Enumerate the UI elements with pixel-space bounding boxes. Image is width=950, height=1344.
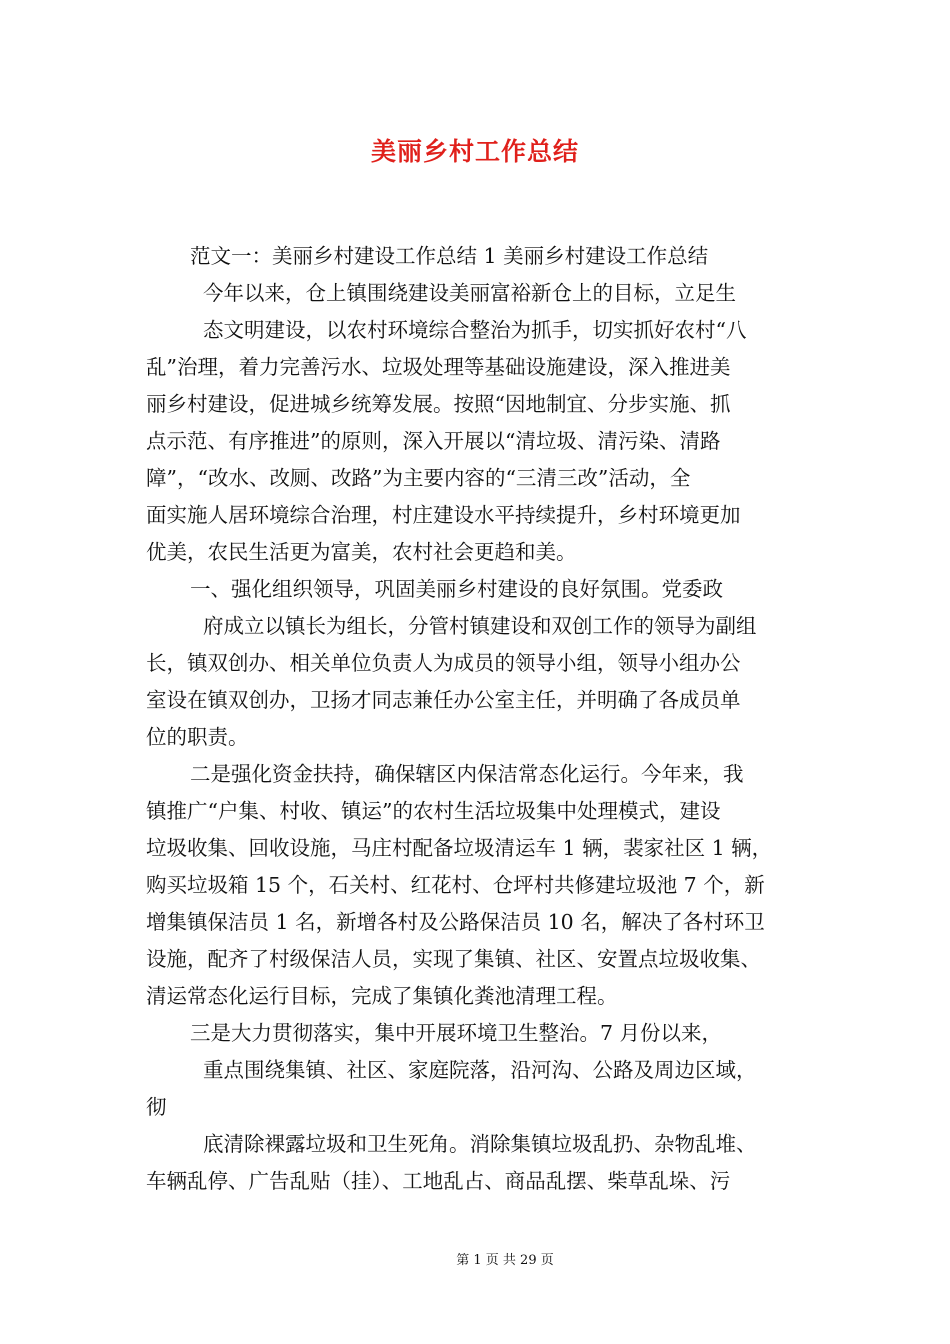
- text-line: 一、强化组织领导，巩固美丽乡村建设的良好氛围。党委政: [190, 577, 723, 601]
- text-line: 三是大力贯彻落实，集中开展环境卫生整治。7 月份以来，: [190, 1021, 723, 1045]
- text-line: 点示范、有序推进”的原则，深入开展以“清垃圾、清污染、清路: [146, 429, 721, 453]
- text-line: 态文明建设，以农村环境综合整治为抓手，切实抓好农村“八: [203, 318, 747, 342]
- text-line: 重点围绕集镇、社区、家庭院落，沿河沟、公路及周边区域，: [203, 1058, 757, 1082]
- text-line: 彻: [146, 1095, 167, 1119]
- text-line: 面实施人居环境综合治理，村庄建设水平持续提升，乡村环境更加: [146, 503, 741, 527]
- text-line: 设施，配齐了村级保洁人员，实现了集镇、社区、安置点垃圾收集、: [146, 947, 761, 971]
- text-line: 清运常态化运行目标，完成了集镇化粪池清理工程。: [146, 984, 618, 1008]
- text-line: 二是强化资金扶持，确保辖区内保洁常态化运行。今年来，我: [190, 762, 744, 786]
- text-line: 长，镇双创办、相关单位负责人为成员的领导小组，领导小组办公: [146, 651, 741, 675]
- text-line: 优美，农民生活更为富美，农村社会更趋和美。: [146, 540, 577, 564]
- text-line: 乱”治理，着力完善污水、垃圾处理等基础设施建设，深入推进美: [146, 355, 731, 379]
- text-line: 室设在镇双创办，卫扬才同志兼任办公室主任，并明确了各成员单: [146, 688, 741, 712]
- text-line: 增集镇保洁员 1 名，新增各村及公路保洁员 10 名，解决了各村环卫: [146, 910, 765, 934]
- text-line: 丽乡村建设，促进城乡统筹发展。按照“因地制宜、分步实施、抓: [146, 392, 731, 416]
- text-line: 位的职责。: [146, 725, 249, 749]
- text-line: 障”，“改水、改厕、改路”为主要内容的“三清三改”活动，全: [146, 466, 691, 490]
- page-number-footer: 第 1 页 共 29 页: [456, 1253, 554, 1268]
- document-title: 美丽乡村工作总结: [370, 137, 579, 166]
- text-line: 购买垃圾箱 15 个，石关村、红花村、仓坪村共修建垃圾池 7 个，新: [146, 873, 765, 897]
- text-line: 今年以来，仓上镇围绕建设美丽富裕新仓上的目标，立足生: [203, 281, 736, 305]
- text-line: 车辆乱停、广告乱贴（挂）、工地乱占、商品乱摆、柴草乱垛、污: [146, 1169, 731, 1193]
- text-line: 府成立以镇长为组长，分管村镇建设和双创工作的领导为副组: [203, 614, 757, 638]
- text-line: 底清除裸露垃圾和卫生死角。消除集镇垃圾乱扔、杂物乱堆、: [203, 1132, 757, 1156]
- text-line: 垃圾收集、回收设施，马庄村配备垃圾清运车 1 辆，裴家社区 1 辆，: [146, 836, 773, 860]
- text-line: 镇推广“户集、村收、镇运”的农村生活垃圾集中处理模式，建设: [146, 799, 721, 823]
- text-line: 范文一：美丽乡村建设工作总结 1 美丽乡村建设工作总结: [190, 244, 709, 268]
